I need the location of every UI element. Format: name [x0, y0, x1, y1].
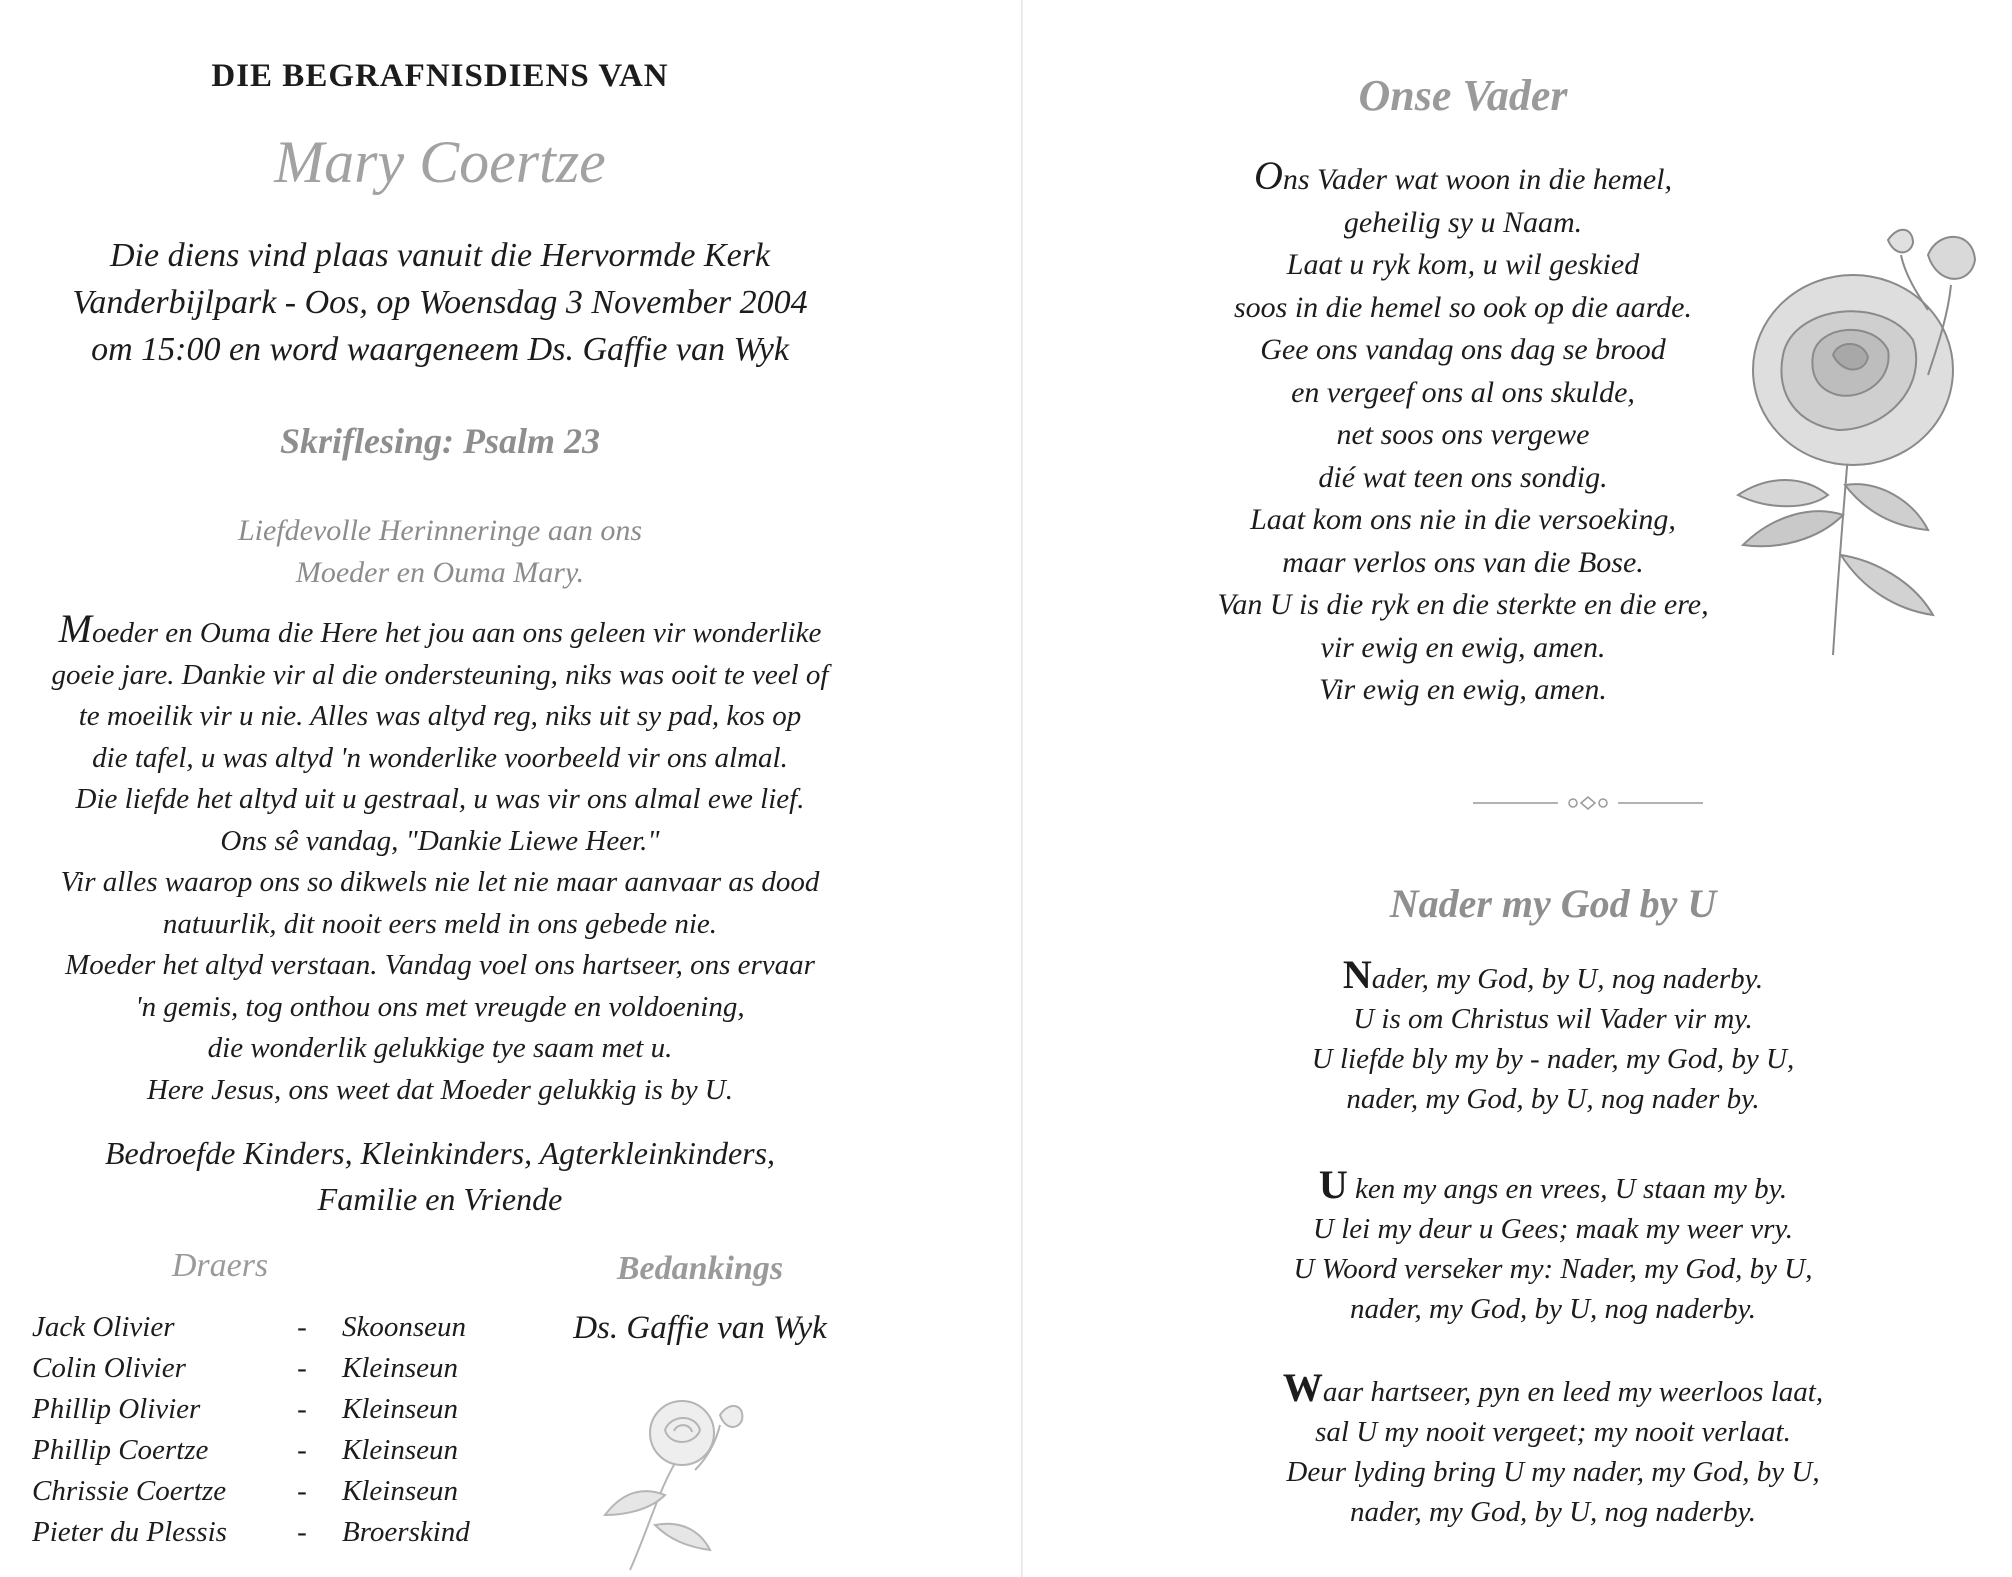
verse-line: U liefde bly my by - nader, my God, by U, [1311, 1043, 1795, 1075]
verse-line-text: ken my angs en vrees, U staan my by. [1347, 1173, 1788, 1205]
prayer-line: en vergeef ons al ons skulde, [1291, 375, 1635, 409]
bearer-relation: Kleinseun [342, 1434, 458, 1466]
bearer-row [32, 1307, 542, 1348]
prayer-line: Gee ons vandag ons dag se brood [1260, 333, 1666, 366]
service-line: Vanderbijlpark - Oos, op Woensdag 3 November 2004 [72, 284, 808, 321]
prayer-line: Van U is die ryk en die sterkte en die ere, [1217, 588, 1709, 621]
prayer-line: Laat u ryk kom, u wil geskied [1286, 248, 1640, 281]
tribute-line: Ons sê vandag, "Dankie Liewe Heer." [220, 824, 660, 857]
verse-drop-cap: N [1342, 952, 1372, 997]
prayer-line: Vir ewig en ewig, amen. [1319, 673, 1607, 706]
prayer-line: maar verlos ons van die Bose. [1282, 545, 1644, 579]
tribute-line: te moeilik vir u nie. Alles was altyd reg, niks uit sy pad, kos op [78, 700, 802, 732]
bearers-title: Draers [171, 1247, 269, 1284]
verse-line: sal U my nooit vergeet; my nooit verlaat. [1315, 1416, 1791, 1448]
prayer-line [1113, 155, 1813, 202]
verse-drop-cap: U [1318, 1162, 1348, 1207]
memories-title [0, 510, 880, 594]
tribute-line: Die liefde het altyd uit u gestraal, u was vir ons almal ewe lief. [75, 783, 805, 815]
verse-line [1253, 952, 1853, 999]
tribute-line: goeie jare. Dankie vir al die ondersteuning, niks was ooit te veel of [51, 658, 829, 691]
tribute-line: die wonderlik gelukkige tye saam met u. [207, 1032, 673, 1064]
family-signoff [0, 1130, 880, 1222]
hymn-title: Nader my God by U [1389, 881, 1717, 926]
small-rose-icon [570, 1375, 790, 1575]
verse-line-text: ader, my God, by U, nog naderby. [1371, 963, 1764, 995]
bearer-dash: - [297, 1393, 307, 1425]
bearer-row [32, 1512, 542, 1553]
prayer-line: vir ewig en ewig, amen. [1320, 630, 1606, 664]
tribute-line: die tafel, u was altyd 'n wonderlike voorbeeld vir ons almal. [92, 741, 788, 774]
bearers-list [32, 1307, 542, 1553]
bearer-name: Jack Olivier [32, 1311, 175, 1343]
verse-line [1253, 1162, 1853, 1209]
bearer-dash: - [297, 1434, 307, 1466]
verse-line: Deur lyding bring U my nader, my God, by U, [1286, 1456, 1820, 1488]
deceased-name: Mary Coertze [274, 129, 606, 195]
bearer-dash: - [297, 1516, 307, 1548]
prayer-line-text: ns Vader wat woon in die hemel, [1282, 163, 1673, 196]
bearer-relation: Kleinseun [342, 1393, 458, 1425]
bearer-name: Phillip Coertze [32, 1434, 209, 1466]
prayer-title: Onse Vader [1358, 71, 1568, 120]
service-info [20, 232, 860, 373]
bearer-name: Pieter du Plessis [32, 1516, 227, 1548]
rose-illustration-icon [1713, 215, 2012, 655]
memories-title-line: Liefdevolle Herinneringe aan ons [237, 514, 643, 547]
bearer-relation: Skoonseun [342, 1311, 467, 1343]
lords-prayer [1113, 155, 1813, 712]
family-line: Familie en Vriende [317, 1181, 563, 1217]
hymn-verse [1253, 1162, 1853, 1329]
thanks-name: Ds. Gaffie van Wyk [573, 1310, 827, 1346]
prayer-line: soos in die hemel so ook op die aarde. [1234, 290, 1692, 324]
tribute-line: Here Jesus, ons weet dat Moeder gelukkig is by U. [146, 1073, 734, 1106]
verse-line: nader, my God, by U, nog naderby. [1350, 1293, 1756, 1325]
prayer-line: Laat kom ons nie in die versoeking, [1250, 503, 1676, 536]
service-line: Die diens vind plaas vanuit die Hervormde Kerk [109, 237, 771, 274]
bearer-name: Colin Olivier [32, 1352, 186, 1384]
bearer-dash: - [297, 1475, 307, 1507]
verse-line: nader, my God, by U, nog nader by. [1346, 1083, 1760, 1115]
hymn-verse [1253, 952, 1853, 1119]
tribute-line: natuurlik, dit nooit eers meld in ons gebede nie. [162, 907, 718, 940]
tribute-line: Moeder het altyd verstaan. Vandag voel ons hartseer, ons ervaar [65, 949, 815, 981]
hymn-verse [1253, 1365, 1853, 1532]
prayer-drop-cap: O [1253, 153, 1283, 198]
bearer-relation: Kleinseun [342, 1352, 458, 1384]
bearer-row [32, 1430, 542, 1471]
bearer-relation: Broerskind [342, 1516, 470, 1548]
verse-line: U is om Christus wil Vader vir my. [1353, 1003, 1753, 1035]
tribute-text [12, 608, 868, 1111]
tribute-line: 'n gemis, tog onthou ons met vreugde en voldoening, [135, 990, 745, 1023]
verse-line: U lei my deur u Gees; maak my weer vry. [1313, 1213, 1793, 1245]
family-line: Bedroefde Kinders, Kleinkinders, Agterkleinkinders, [104, 1135, 776, 1171]
prayer-line: net soos ons vergewe [1336, 418, 1590, 451]
bearer-name: Phillip Olivier [32, 1393, 201, 1425]
scripture-reading: Skriflesing: Psalm 23 [279, 421, 601, 461]
verse-line [1253, 1365, 1853, 1412]
bearer-name: Chrissie Coertze [32, 1475, 227, 1507]
bearer-row [32, 1348, 542, 1389]
bearer-dash: - [297, 1311, 307, 1343]
bearer-dash: - [297, 1352, 307, 1384]
divider-ornament-icon [1473, 793, 1703, 813]
verse-line: U Woord verseker my: Nader, my God, by U, [1293, 1253, 1813, 1285]
bearer-row [32, 1389, 542, 1430]
tribute-drop-cap: M [58, 606, 92, 651]
tribute-line [12, 608, 868, 655]
verse-drop-cap: W [1282, 1365, 1323, 1410]
right-page [1023, 0, 2012, 1577]
bearer-row [32, 1471, 542, 1512]
prayer-line: dié wat teen ons sondig. [1318, 460, 1608, 494]
service-header: DIE BEGRAFNISDIENS VAN [211, 58, 669, 94]
memories-title-line: Moeder en Ouma Mary. [295, 556, 585, 589]
thanks-title: Bedankings [616, 1250, 784, 1287]
prayer-line: geheilig sy u Naam. [1343, 205, 1583, 239]
tribute-line-text: oeder en Ouma die Here het jou aan ons geleen vir wonderlike [91, 617, 822, 649]
verse-line-text: aar hartseer, pyn en leed my weerloos laat, [1322, 1376, 1824, 1408]
service-line: om 15:00 en word waargeneem Ds. Gaffie van Wyk [91, 331, 789, 368]
verse-line: nader, my God, by U, nog naderby. [1350, 1496, 1756, 1528]
tribute-line: Vir alles waarop ons so dikwels nie let nie maar aanvaar as dood [60, 866, 820, 898]
bearer-relation: Kleinseun [342, 1475, 458, 1507]
